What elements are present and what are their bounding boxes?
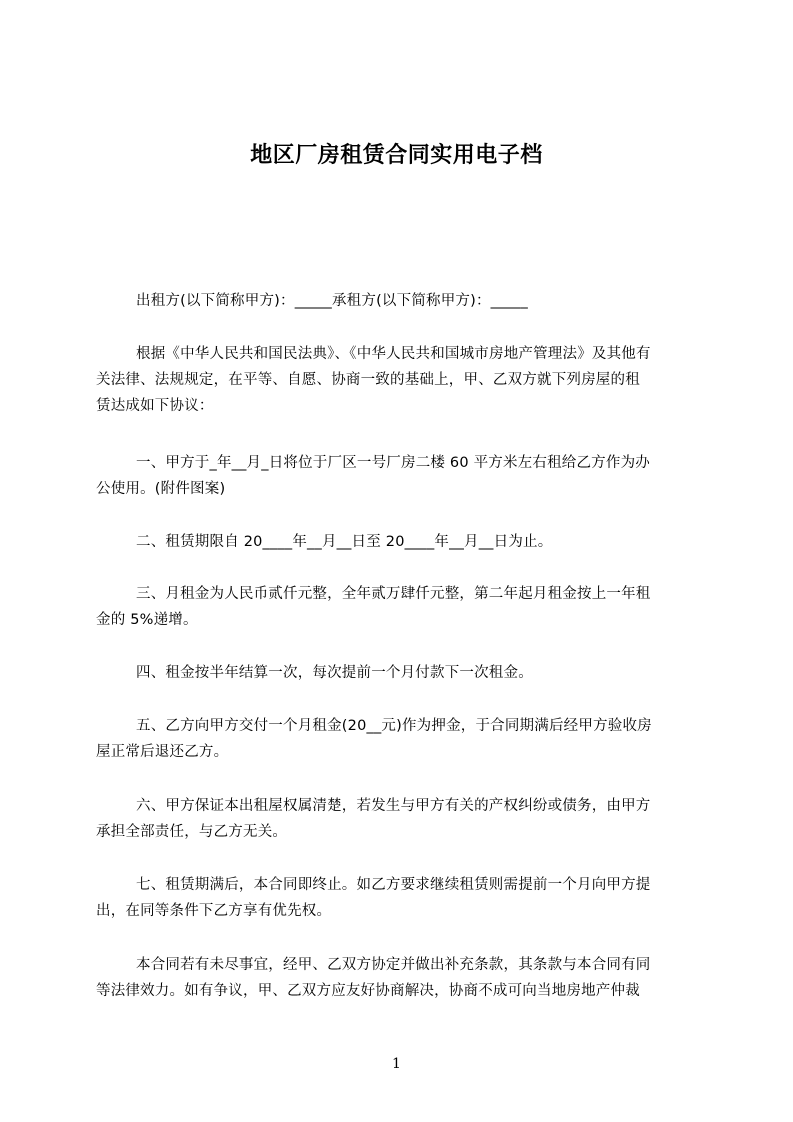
preamble-line-2: 关法律、法规规定，在平等、自愿、协商一致的基础上，甲、乙双方就下列房屋的租 [96, 372, 640, 388]
clause-4-line-1: 四、租金按半年结算一次，每次提前一个月付款下一次租金。 [136, 665, 533, 681]
clause-2-paragraph [96, 529, 706, 555]
clause-4-paragraph [96, 660, 706, 686]
clause-7-line-1: 七、租赁期满后，本合同即终止。如乙方要求继续租赁则需提前一个月向甲方提 [136, 877, 651, 893]
clause-6-line-1: 六、甲方保证本出租屋权属清楚，若发生与甲方有关的产权纠纷或债务，由甲方 [136, 798, 651, 814]
page-number: 1 [392, 1056, 401, 1072]
preamble-paragraph [96, 341, 706, 419]
clause-7-paragraph [96, 872, 706, 924]
clause-3-paragraph [96, 581, 706, 633]
clause-7-line-2: 出，在同等条件下乙方享有优先权。 [96, 903, 332, 919]
clause-5-paragraph [96, 713, 706, 765]
parties-line: 出租方(以下简称甲方)：_____承租方(以下简称甲方)：_____ [136, 293, 528, 309]
clause-5-line-2: 屋正常后退还乙方。 [96, 744, 229, 760]
clause-3-line-2: 金的 5%递增。 [96, 612, 198, 628]
clause-1-line-2: 公使用。(附件图案) [96, 481, 226, 497]
closing-paragraph [96, 952, 706, 1004]
preamble-line-1: 根据《中华人民共和国民法典》、《中华人民共和国城市房地产管理法》及其他有 [136, 346, 651, 362]
clause-5-line-1: 五、乙方向甲方交付一个月租金(20__元)作为押金，于合同期满后经甲方验收房 [136, 718, 652, 734]
preamble-line-3: 赁达成如下协议： [96, 398, 214, 414]
clause-1-paragraph [96, 450, 706, 502]
clause-6-paragraph [96, 793, 706, 845]
closing-line-1: 本合同若有未尽事宜，经甲、乙双方协定并做出补充条款，其条款与本合同有同 [136, 957, 651, 973]
clause-2-line-1: 二、租赁期限自 20____年__月__日至 20____年__月__日为止。 [136, 534, 553, 550]
parties-paragraph [96, 288, 706, 314]
clause-1-line-1: 一、甲方于_年__月_日将位于厂区一号厂房二楼 60 平方米左右租给乙方作为办 [136, 455, 650, 471]
clause-6-line-2: 承担全部责任，与乙方无关。 [96, 824, 288, 840]
document-title: 地区厂房租赁合同实用电子档 [250, 143, 543, 168]
clause-3-line-1: 三、月租金为人民币贰仟元整，全年贰万肆仟元整，第二年起月租金按上一年租 [136, 586, 651, 602]
closing-line-2: 等法律效力。如有争议，甲、乙双方应友好协商解决，协商不成可向当地房地产仲裁 [96, 983, 640, 999]
